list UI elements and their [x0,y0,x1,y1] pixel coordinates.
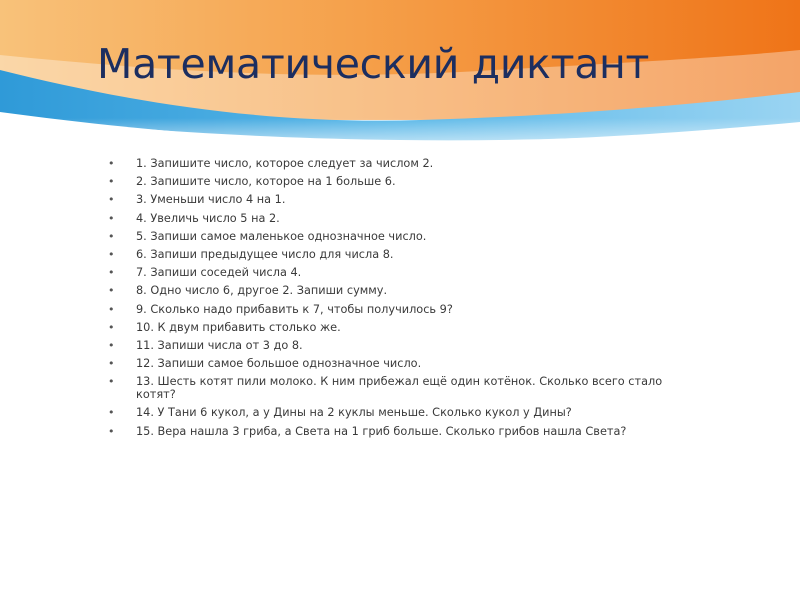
bullet-icon: • [108,320,115,334]
list-item-text: 2. Запишите число, которое на 1 больше 6. [136,175,396,189]
list-item-text: 3. Уменьши число 4 на 1. [136,193,286,207]
slide-title: Математический диктант [97,40,650,88]
bullet-icon: • [108,284,115,298]
bullet-icon: • [108,375,115,389]
list-item [108,339,668,352]
list-item-text: 7. Запиши соседей числа 4. [136,266,302,280]
bullet-icon: • [108,266,115,280]
list-item [108,303,668,316]
list-item [108,175,668,188]
task-list [108,157,668,443]
list-item [108,193,668,206]
list-item-text: 6. Запиши предыдущее число для числа 8. [136,247,394,261]
list-item [108,357,668,370]
list-item [108,266,668,279]
list-item [108,375,668,401]
list-item [108,248,668,261]
list-item-text: 9. Сколько надо прибавить к 7, чтобы получилось 9? [136,302,453,316]
list-item [108,406,668,419]
bullet-icon: • [108,175,115,189]
list-item-text: 1. Запишите число, которое следует за числом 2. [136,157,434,170]
list-item [108,212,668,225]
list-item [108,321,668,334]
bullet-icon: • [108,357,115,371]
bullet-icon: • [108,424,115,438]
list-item [108,284,668,297]
bullet-icon: • [108,338,115,352]
bullet-icon: • [108,157,115,170]
list-item [108,230,668,243]
bullet-icon: • [108,193,115,207]
bullet-icon: • [108,302,115,316]
list-item-text: 15. Вера нашла 3 гриба, а Света на 1 гриб больше. Сколько грибов нашла Света? [136,424,627,438]
list-item [108,157,668,170]
list-item-text: 8. Одно число 6, другое 2. Запиши сумму. [136,284,388,298]
list-item-text: 10. К двум прибавить столько же. [136,320,341,334]
bullet-icon: • [108,229,115,243]
list-item-text: 4. Увеличь число 5 на 2. [136,211,280,225]
bullet-icon: • [108,406,115,420]
bullet-icon: • [108,211,115,225]
list-item-text: 5. Запиши самое маленькое однозначное число. [136,229,427,243]
list-item-text: 11. Запиши числа от 3 до 8. [136,338,303,352]
bullet-icon: • [108,247,115,261]
list-item [108,425,668,438]
list-item-text: 13. Шесть котят пили молоко. К ним прибежал ещё один котёнок. Сколько всего стало котят? [136,375,663,402]
list-item-text: 12. Запиши самое большое однозначное число. [136,357,422,371]
list-item-text: 14. У Тани 6 кукол, а у Дины на 2 куклы меньше. Сколько кукол у Дины? [136,406,572,420]
